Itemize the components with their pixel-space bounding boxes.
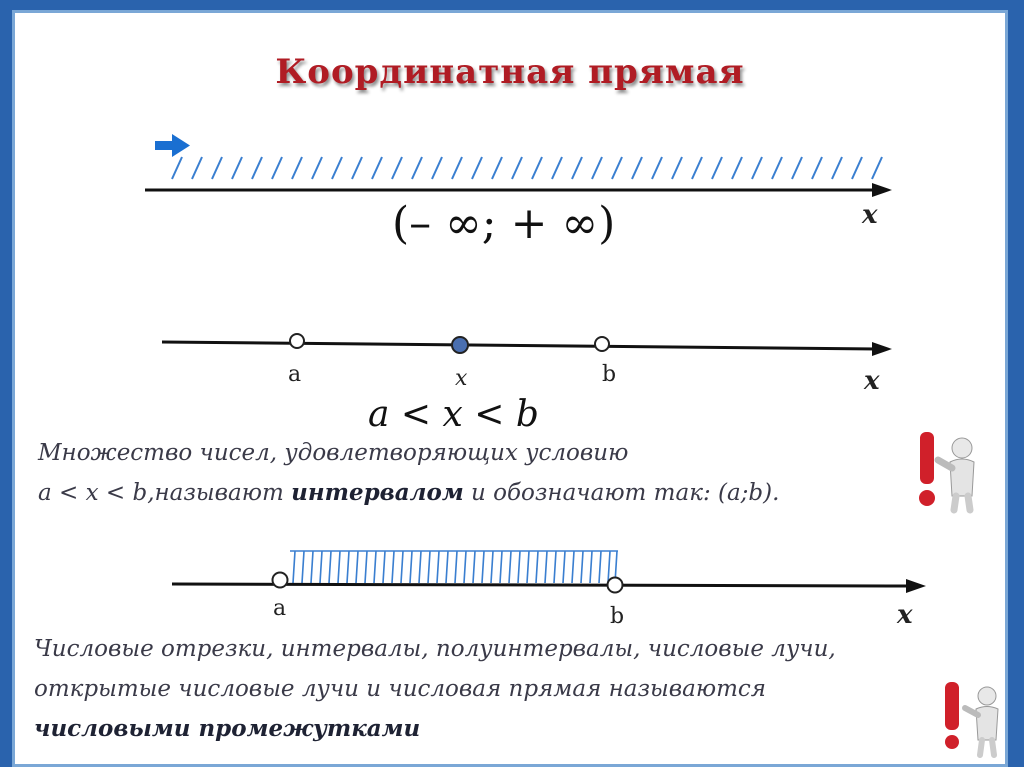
point-a3-label: a (273, 596, 287, 621)
definition-text-post: и обозначают так: (a;b). (463, 480, 780, 506)
summary-line-1: Числовые отрезки, интервалы, полуинтервалы, числовые лучи, (34, 636, 836, 662)
axis-label-2: x (864, 366, 880, 396)
point-b-open (595, 337, 609, 351)
summary-term: числовыми промежутками (34, 715, 421, 742)
exclamation-figure-icon (919, 432, 974, 510)
number-line-3 (172, 551, 926, 593)
number-line-1 (145, 134, 892, 197)
inequality: a < x < b (368, 394, 539, 435)
point-x-filled (452, 337, 468, 353)
axis-label-1: x (862, 200, 878, 230)
definition-line-2 (38, 476, 779, 510)
definition-line-1: Множество чисел, удовлетворяющих условию (38, 440, 629, 466)
summary-line-3 (34, 712, 420, 746)
hatching-1 (172, 157, 882, 179)
right-arrow-icon (155, 134, 190, 157)
hatching-3 (290, 551, 618, 583)
point-x-label: x (455, 366, 468, 391)
point-b3-open (608, 578, 623, 593)
point-b-label: b (602, 362, 617, 387)
slide-title: Координатная прямая (275, 52, 745, 92)
point-a-open (290, 334, 304, 348)
point-a-label: a (288, 362, 302, 387)
exclamation-figure-icon-2 (945, 682, 998, 755)
point-b3-label: b (610, 604, 625, 629)
axis-label-3: x (897, 600, 913, 630)
point-a3-open (273, 573, 288, 588)
interval-notation: (– ∞; + ∞) (392, 198, 616, 249)
number-line-2 (162, 334, 892, 356)
summary-line-2: открытые числовые лучи и числовая прямая называются (34, 676, 767, 702)
definition-text-pre: a < x < b,называют (38, 480, 292, 506)
slide (12, 10, 1008, 767)
definition-term-interval: интервалом (291, 479, 464, 506)
